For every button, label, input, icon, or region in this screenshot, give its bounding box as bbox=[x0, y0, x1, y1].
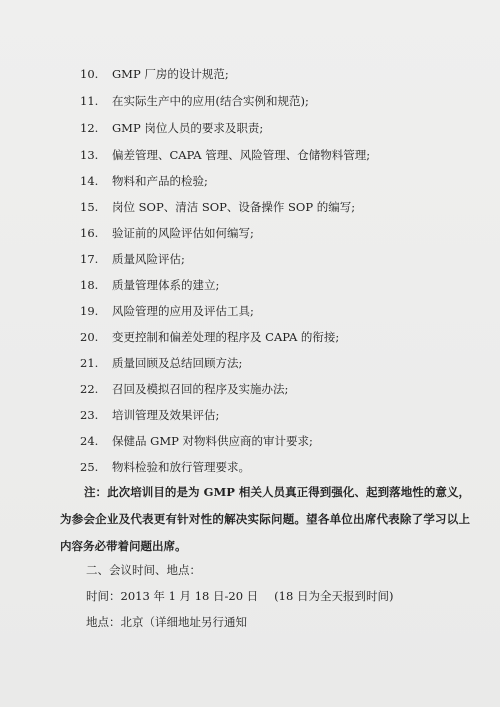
list-item: 18. 质量管理体系的建立; bbox=[80, 278, 220, 292]
meeting-time-note: (18 日为全天报到时间) bbox=[274, 589, 394, 603]
meeting-place: 地点：北京（详细地址另行通知 bbox=[86, 615, 247, 629]
list-item: 13. 偏差管理、CAPA 管理、风险管理、仓储物料管理; bbox=[80, 148, 371, 162]
list-item: 16. 验证前的风险评估如何编写; bbox=[80, 226, 254, 240]
list-item: 15. 岗位 SOP、清洁 SOP、设备操作 SOP 的编写; bbox=[80, 200, 356, 214]
list-item: 21. 质量回顾及总结回顾方法; bbox=[80, 356, 243, 370]
list-item: 25. 物料检验和放行管理要求。 bbox=[80, 460, 250, 474]
list-item: 19. 风险管理的应用及评估工具; bbox=[80, 304, 254, 318]
list-item: 14. 物料和产品的检验; bbox=[80, 174, 208, 188]
list-item: 12. GMP 岗位人员的要求及职责; bbox=[80, 121, 264, 135]
list-item: 17. 质量风险评估; bbox=[80, 252, 185, 266]
list-item: 22. 召回及模拟召回的程序及实施办法; bbox=[80, 382, 289, 396]
meeting-time bbox=[86, 589, 393, 603]
list-item: 23. 培训管理及效果评估; bbox=[80, 408, 220, 422]
list-item: 10. GMP 厂房的设计规范; bbox=[80, 67, 229, 81]
section-heading: 二、会议时间、地点： bbox=[86, 563, 201, 577]
list-item: 20. 变更控制和偏差处理的程序及 CAPA 的衔接; bbox=[80, 330, 340, 344]
list-item: 24. 保健品 GMP 对物料供应商的审计要求; bbox=[80, 434, 313, 448]
training-note: 注：此次培训目的是为 GMP 相关人员真正得到强化、起到落地性的意义，为参会企业及代表更有针对性的解决实际问题。望各单位出席代表除了学习以上内容务必带着问题出席。 bbox=[60, 485, 470, 553]
meeting-time-label: 时间：2013 年 1 月 18 日-20 日 bbox=[86, 589, 259, 603]
list-item: 11. 在实际生产中的应用(结合实例和规范); bbox=[80, 94, 309, 108]
